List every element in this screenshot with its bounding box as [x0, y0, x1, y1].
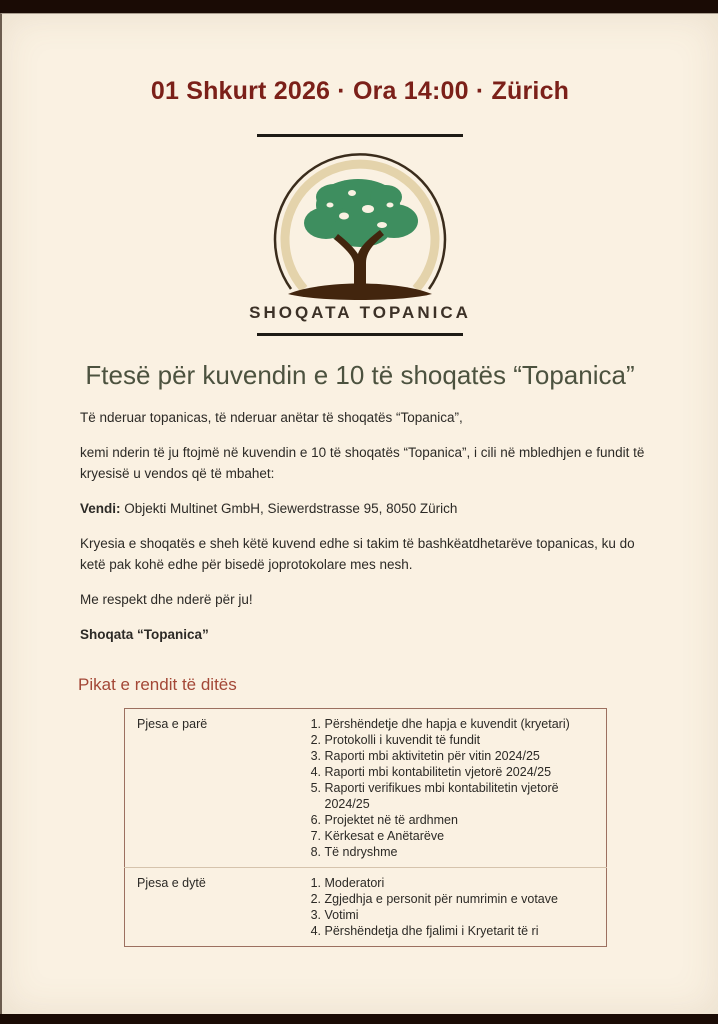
agenda-item-list	[305, 716, 595, 860]
agenda-item: 4. Raporti mbi kontabilitetin vjetorë 2024/25	[325, 764, 595, 780]
agenda-item: 5. Raporti verifikues mbi kontabilitetin vjetorë 2024/25	[325, 780, 595, 812]
agenda-row-part-two	[125, 868, 607, 947]
agenda-part-label: Pjesa e dytë	[125, 868, 293, 947]
venue-paragraph	[80, 498, 652, 519]
venue-value: Objekti Multinet GmbH, Siewerdstrasse 95, 8050 Zürich	[120, 501, 458, 516]
agenda-item: 3. Votimi	[325, 907, 595, 923]
closing-paragraph: Me respekt dhe nderë për ju!	[80, 592, 253, 607]
invitation-page	[0, 13, 718, 1014]
agenda-item-list	[305, 875, 595, 939]
agenda-item: 6. Projektet në të ardhmen	[325, 812, 595, 828]
divider-top	[257, 134, 463, 137]
signature-line: Shoqata “Topanica”	[80, 627, 209, 642]
agenda-item: 1. Moderatori	[325, 875, 595, 891]
agenda-item: 8. Të ndryshme	[325, 844, 595, 860]
agenda-item: 7. Kërkesat e Anëtarëve	[325, 828, 595, 844]
letter-body	[80, 407, 652, 645]
association-name: SHOQATA TOPANICA	[249, 303, 471, 322]
agenda-row-part-one	[125, 709, 607, 868]
agenda-heading: Pikat e rendit të ditës	[78, 675, 237, 694]
note-paragraph: Kryesia e shoqatës e sheh këtë kuvend edhe si takim të bashkëatdhetarëve topanicas, ku do ketë pak kohë edhe për bisedë joprotokolare mes nesh.	[80, 536, 635, 572]
invitation-heading: Ftesë për kuvendin e 10 të shoqatës “Topanica”	[85, 360, 635, 390]
invitation-paragraph: kemi nderin të ju ftojmë në kuvendin e 10 të shoqatës “Topanica”, i cili në mbledhjen e fundit të kryesisë u vendos që të mbahet:	[80, 445, 645, 481]
agenda-part-label: Pjesa e parë	[137, 717, 208, 731]
event-date-line: 01 Shkurt 2026 · Ora 14:00 · Zürich	[150, 77, 570, 105]
divider-bottom	[257, 333, 463, 336]
salutation-paragraph: Të nderuar topanicas, të nderuar anëtar të shoqatës “Topanica”,	[80, 410, 463, 425]
agenda-item: 2. Zgjedhja e personit për numrimin e votave	[325, 891, 595, 907]
agenda-item: 3. Raporti mbi aktivitetin për vitin 2024/25	[325, 748, 595, 764]
agenda-item: 2. Protokolli i kuvendit të fundit	[325, 732, 595, 748]
tree-in-circle-icon	[272, 153, 448, 301]
agenda-item: 4. Përshëndetja dhe fjalimi i Kryetarit të ri	[325, 923, 595, 939]
agenda-table	[124, 708, 607, 947]
venue-label: Vendi:	[80, 501, 121, 516]
agenda-item: 1. Përshëndetje dhe hapja e kuvendit (kryetari)	[325, 716, 595, 732]
